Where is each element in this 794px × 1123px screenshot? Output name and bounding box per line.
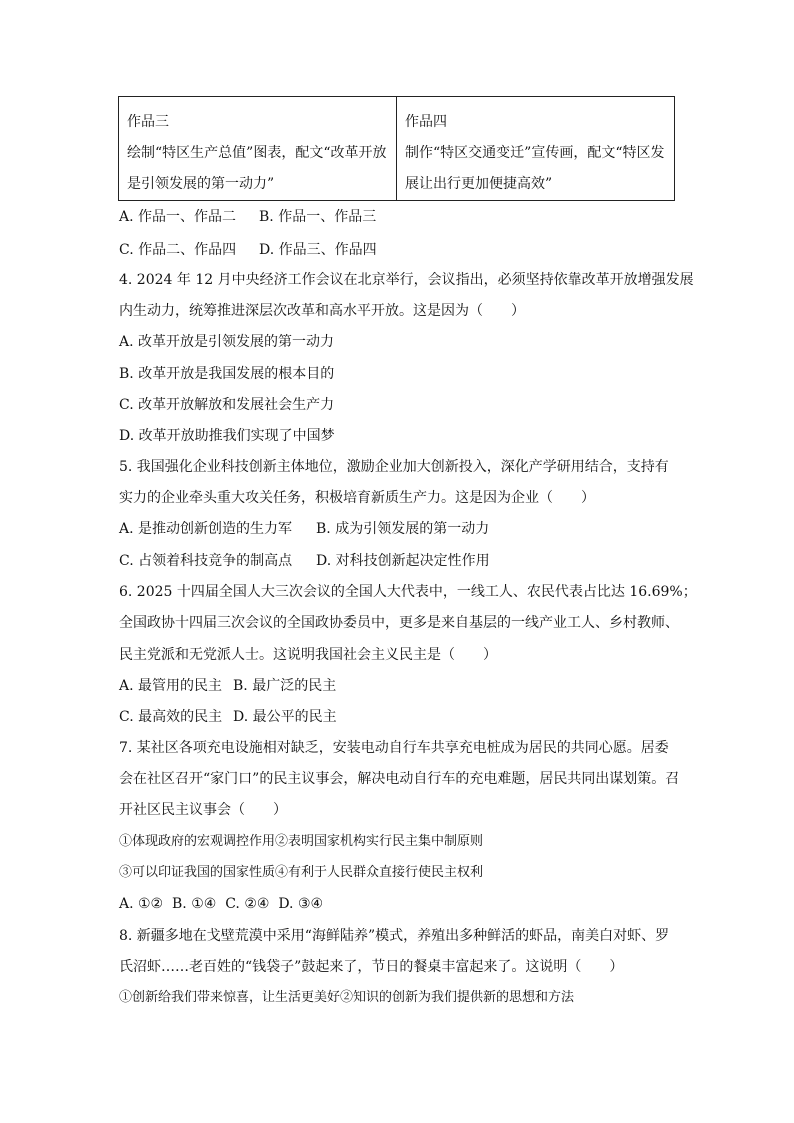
q4-option-a: A. 改革开放是引领发展的第一动力 — [119, 334, 335, 350]
q6-stem-line-2: 全国政协十四届三次会议的全国政协委员中，更多是来自基层的一线产业工人、乡村教师、 — [119, 615, 679, 631]
work-four-title: 作品四 — [405, 114, 447, 130]
q5-option-c: C. 占领着科技竞争的制高点 — [119, 553, 293, 569]
q5-stem-line-1: 5. 我国强化企业科技创新主体地位，激励企业加大创新投入，深化产学研用结合，支持有 — [119, 459, 669, 475]
table-cell-work-three — [119, 97, 397, 201]
q6-option-a: A. 最管用的民主 — [119, 678, 223, 694]
q6-option-b: B. 最广泛的民主 — [233, 678, 337, 694]
q8-stem-line-1: 8. 新疆多地在戈壁荒漠中采用“海鲜陆养”模式，养殖出多种鲜活的虾品，南美白对虾、罗 — [119, 928, 670, 944]
q7-stem-line-2: 会在社区召开“家门口”的民主议事会，解决电动自行车的充电难题，居民共同出谋划策。召 — [119, 771, 680, 787]
q4-stem-line-1: 4. 2024 年 12 月中央经济工作会议在北京举行，会议指出，必须坚持依靠改革开放增强发展 — [119, 272, 694, 288]
q5-option-d: D. 对科技创新起决定性作用 — [316, 553, 490, 569]
q5-stem-line-2: 实力的企业牵头重大攻关任务，积极培育新质生产力。这是因为企业（ ） — [119, 490, 595, 506]
q4-option-c: C. 改革开放解放和发展社会生产力 — [119, 397, 335, 413]
work-three-title: 作品三 — [127, 114, 169, 130]
q6-option-d: D. 最公平的民主 — [233, 709, 337, 725]
q3-option-d: D. 作品三、作品四 — [259, 242, 377, 258]
q8-stem-line-2: 氏沼虾……老百姓的“钱袋子”鼓起来了，节日的餐桌丰富起来了。这说明（ ） — [119, 959, 624, 975]
q8-statement-line-1: ①创新给我们带来惊喜，让生活更美好②知识的创新为我们提供新的思想和方法 — [119, 990, 575, 1005]
q7-stem-line-1: 7. 某社区各项充电设施相对缺乏，安装电动自行车共享充电桩成为居民的共同心愿。居委 — [119, 740, 669, 756]
q6-stem-line-1: 6. 2025 十四届全国人大三次会议的全国人大代表中，一线工人、农民代表占比达 16.69%； — [119, 584, 697, 600]
q7-statement-line-1: ①体现政府的宏观调控作用②表明国家机构实行民主集中制原则 — [119, 834, 484, 849]
table-row — [119, 97, 675, 201]
table-cell-work-four — [397, 97, 675, 201]
q3-option-a: A. 作品一、作品二 — [119, 209, 237, 225]
q5-option-b: B. 成为引领发展的第一动力 — [316, 521, 490, 537]
q4-stem-line-2: 内生动力，统筹推进深层次改革和高水平开放。这是因为（ ） — [119, 303, 525, 319]
q5-option-a: A. 是推动创新创造的生力军 — [119, 521, 293, 537]
q7-stem-line-3: 开社区民主议事会（ ） — [119, 802, 287, 818]
q4-option-b: B. 改革开放是我国发展的根本目的 — [119, 366, 335, 382]
q6-option-c: C. 最高效的民主 — [119, 709, 223, 725]
q3-option-c: C. 作品二、作品四 — [119, 242, 237, 258]
works-table — [118, 96, 675, 201]
q6-stem-line-3: 民主党派和无党派人士。这说明我国社会主义民主是（ ） — [119, 647, 497, 663]
work-four-body: 制作“特区交通变迁”宣传画，配文“特区发展让出行更加便捷高效” — [405, 145, 665, 192]
q7-options: A. ①② B. ①④ C. ②④ D. ③④ — [119, 896, 324, 912]
q7-statement-line-2: ③可以印证我国的国家性质④有利于人民群众直接行使民主权利 — [119, 865, 484, 880]
q4-option-d: D. 改革开放助推我们实现了中国梦 — [119, 428, 335, 444]
q3-option-b: B. 作品一、作品三 — [259, 209, 377, 225]
work-three-body: 绘制“特区生产总值”图表，配文“改革开放是引领发展的第一动力” — [127, 145, 387, 192]
